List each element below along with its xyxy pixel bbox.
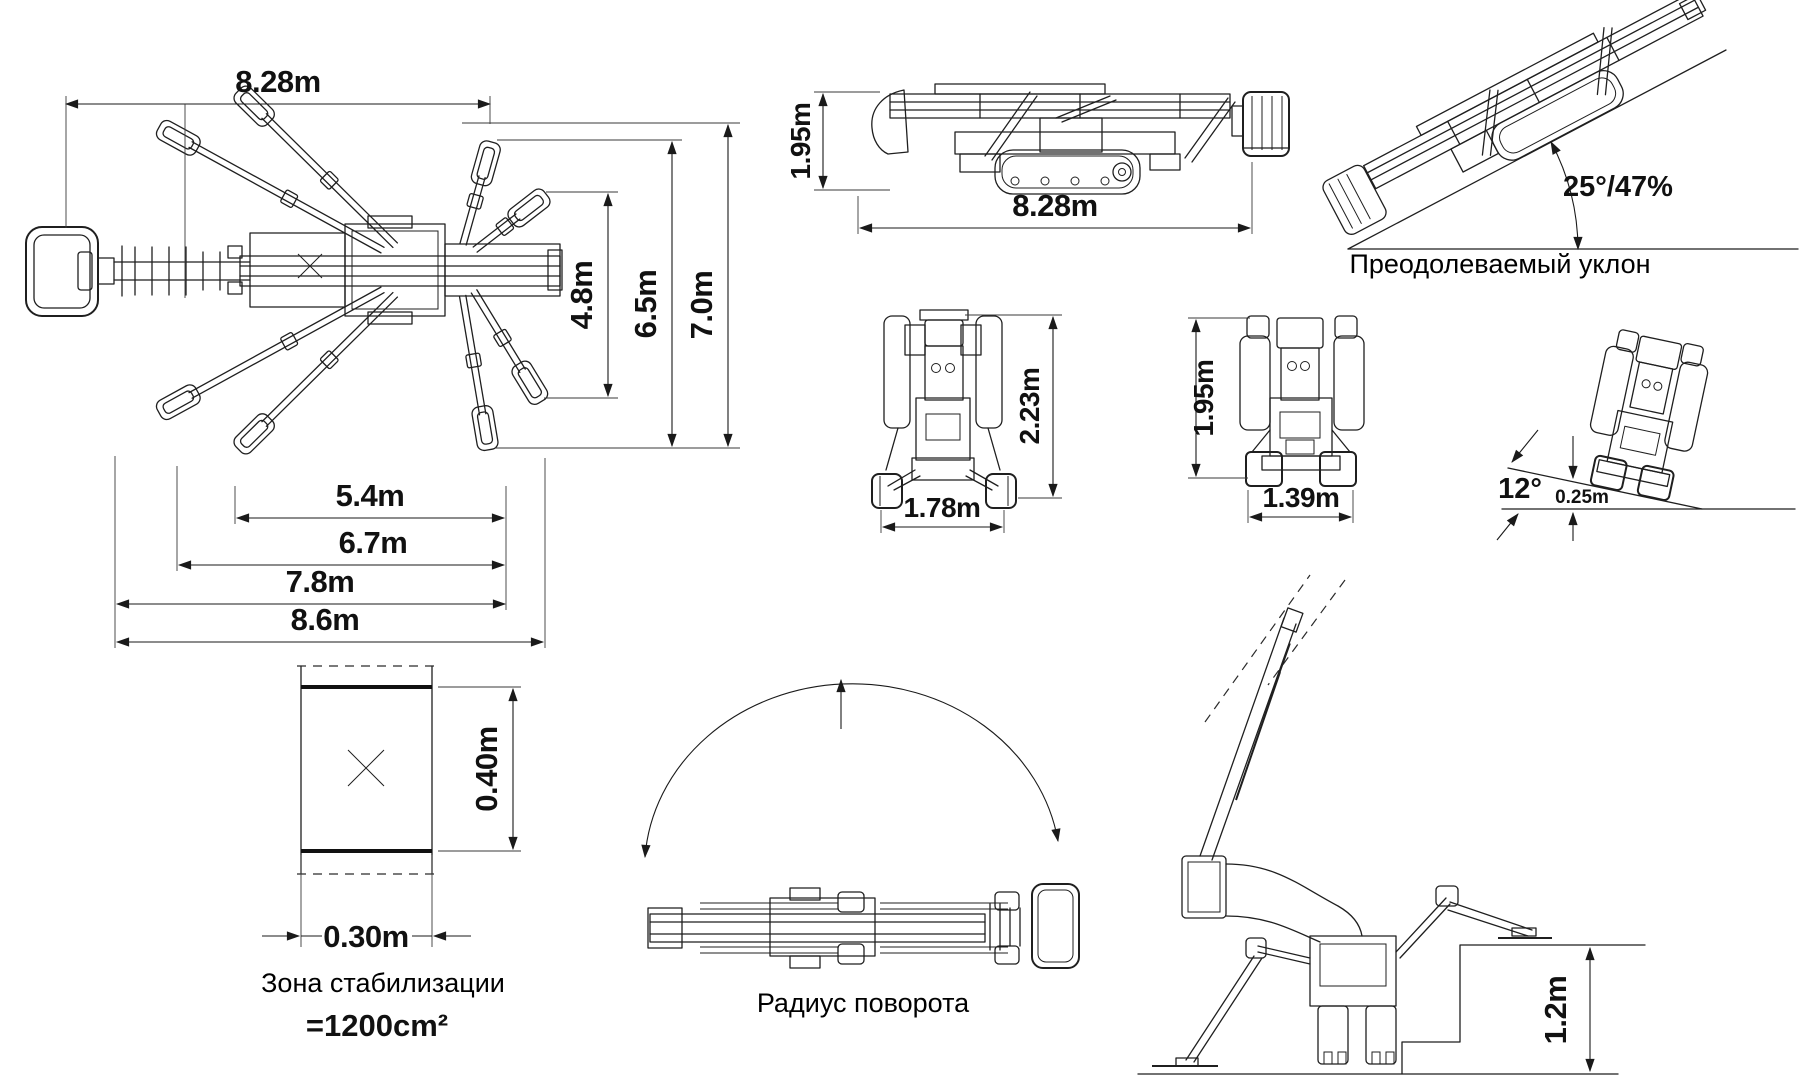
- dim-label-zone-height: 0.40m: [469, 726, 504, 812]
- step-profile: [1402, 945, 1645, 1074]
- machine-top-view-drawing: [26, 83, 562, 457]
- dim-label-span-7-0: 7.0m: [684, 270, 719, 340]
- zone-center-mark: [348, 750, 384, 786]
- dim-label-front-narrow-width: 1.39m: [1262, 482, 1340, 513]
- top-view-dimensions: [66, 64, 740, 648]
- dim-label-front-wide-height: 2.23m: [1014, 367, 1045, 445]
- dim-label-len-5-4: 5.4m: [335, 478, 405, 513]
- dim-label-front-narrow-height: 1.95m: [1188, 359, 1219, 437]
- caption-turning-radius: Радиус поворота: [756, 988, 970, 1018]
- dim-label-tilt-offset: 0.25m: [1555, 487, 1609, 508]
- step-dimensions: [1538, 948, 1590, 1071]
- outrigger-leg: [154, 281, 388, 422]
- turning-radius-arc: [645, 684, 1058, 857]
- panel-gradeability: [1317, 0, 1798, 279]
- dim-label-span-6-5: 6.5m: [628, 269, 663, 339]
- front-wide-dimensions: [881, 315, 1062, 533]
- side-view-dimensions: [785, 92, 1252, 234]
- label-stabilization-area: =1200cm²: [305, 1008, 449, 1043]
- panel-top-view: [26, 64, 740, 648]
- dim-label-top-width: 8.28m: [235, 64, 321, 99]
- outrigger-leg: [465, 286, 550, 407]
- panel-step-climbing: [1138, 575, 1645, 1074]
- outrigger-leg: [231, 83, 402, 252]
- dim-label-step-height: 1.2m: [1538, 975, 1573, 1045]
- dim-label-side-height: 1.95m: [785, 102, 816, 180]
- panel-front-view-narrow: [1188, 316, 1364, 523]
- machine-on-side-slope-drawing: [1578, 327, 1713, 503]
- dim-label-grade-angle: 25°/47%: [1563, 171, 1673, 203]
- panel-side-view: [785, 84, 1289, 234]
- panel-front-view-wide: [872, 310, 1062, 533]
- dim-label-front-wide-width: 1.78m: [903, 492, 981, 523]
- dim-label-side-length: 8.28m: [1012, 188, 1098, 223]
- machine-front-narrow-drawing: [1240, 316, 1364, 486]
- dim-label-zone-width: 0.30m: [323, 919, 409, 954]
- panel-stabilization-zone: [261, 666, 521, 1043]
- panel-side-slope: [1497, 327, 1795, 541]
- caption-stabilization-zone: Зона стабилизации: [261, 968, 505, 998]
- dim-label-tilt-angle: 12°: [1498, 473, 1542, 505]
- machine-side-view-drawing: [872, 84, 1289, 194]
- caption-gradeability: Преодолеваемый уклон: [1349, 249, 1651, 279]
- outrigger-leg: [231, 287, 402, 456]
- machine-top-stowed-drawing: [648, 884, 1079, 968]
- machine-climbing-drawing: [1152, 575, 1552, 1066]
- dim-label-len-6-7: 6.7m: [338, 525, 408, 560]
- machine-front-wide-drawing: [872, 310, 1016, 508]
- machine-on-slope-drawing: [1317, 0, 1726, 246]
- outrigger-leg: [452, 294, 499, 451]
- dim-label-span-4-8: 4.8m: [564, 260, 599, 330]
- outrigger-leg: [154, 118, 388, 259]
- basket-outline: [1032, 884, 1079, 968]
- basket-outline: [26, 227, 98, 316]
- dim-label-len-8-6: 8.6m: [290, 602, 360, 637]
- panel-turning-radius: [645, 680, 1079, 1018]
- dim-label-len-7-8: 7.8m: [285, 564, 355, 599]
